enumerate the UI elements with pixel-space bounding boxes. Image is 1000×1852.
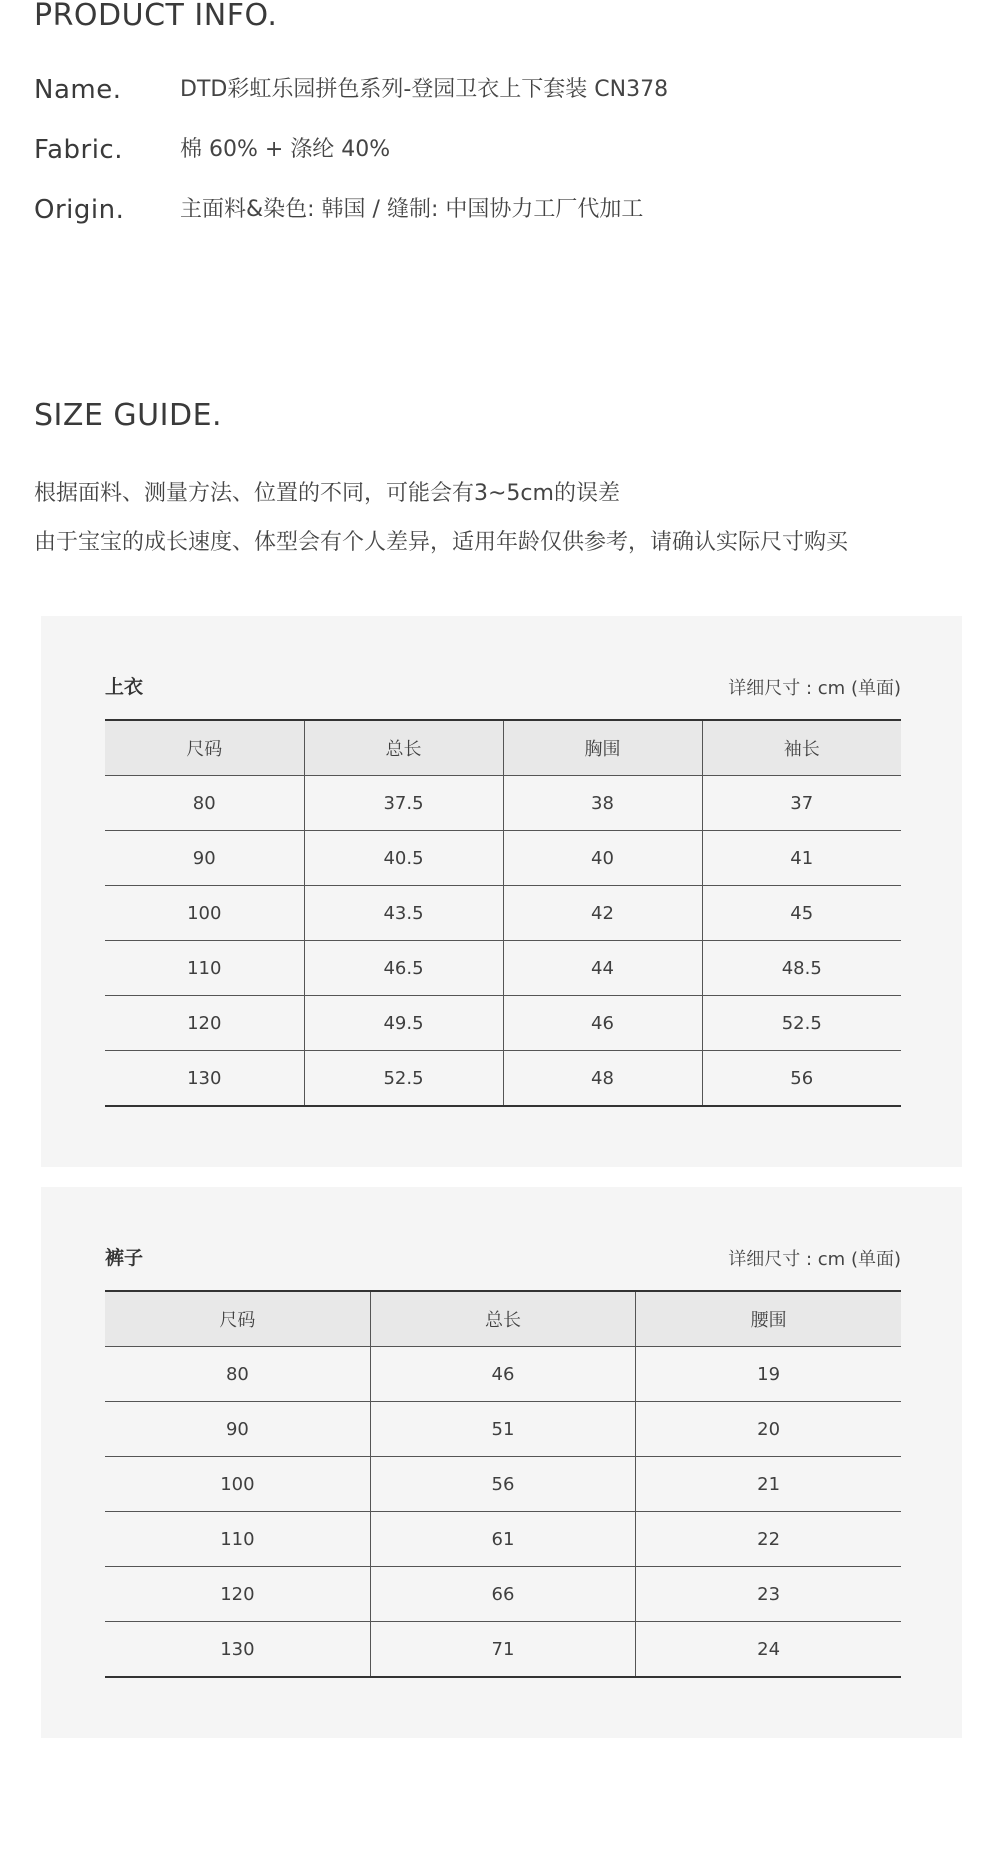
- column-header: 袖长: [702, 720, 901, 776]
- table-cell: 44: [503, 941, 702, 996]
- table-cell: 90: [105, 831, 304, 886]
- table-cell: 90: [105, 1402, 370, 1457]
- table-row: [105, 831, 901, 886]
- size-guide-title: SIZE GUIDE.: [34, 398, 223, 433]
- table-cell: 38: [503, 776, 702, 831]
- table-cell: 130: [105, 1622, 370, 1678]
- table-cell: 52.5: [702, 996, 901, 1051]
- origin-label: Origin.: [34, 195, 125, 225]
- table-row: [105, 1457, 901, 1512]
- table-row: [105, 996, 901, 1051]
- pants-table-unit: 详细尺寸 : cm (单面): [728, 1249, 901, 1270]
- name-label: Name.: [34, 75, 122, 105]
- table-row: [105, 776, 901, 831]
- table-cell: 24: [636, 1622, 901, 1678]
- table-header-row: [105, 720, 901, 776]
- pants-size-panel: [41, 1187, 962, 1738]
- table-row: [105, 886, 901, 941]
- table-cell: 19: [636, 1347, 901, 1402]
- table-cell: 66: [370, 1567, 635, 1622]
- table-cell: 56: [370, 1457, 635, 1512]
- origin-value: 主面料&染色: 韩国 / 缝制: 中国协力工厂代加工: [180, 197, 644, 222]
- table-cell: 43.5: [304, 886, 503, 941]
- table-cell: 49.5: [304, 996, 503, 1051]
- fabric-value: 棉 60% + 涤纶 40%: [180, 137, 391, 162]
- table-row: [105, 1622, 901, 1678]
- table-cell: 130: [105, 1051, 304, 1107]
- info-row-origin: [34, 190, 974, 230]
- table-cell: 40.5: [304, 831, 503, 886]
- table-cell: 23: [636, 1567, 901, 1622]
- column-header: 总长: [370, 1291, 635, 1347]
- size-note-age-reference: 由于宝宝的成长速度、体型会有个人差异，适用年龄仅供参考，请确认实际尺寸购买: [34, 530, 849, 555]
- pants-table-heading: 裤子: [105, 1247, 144, 1269]
- column-header: 尺码: [105, 720, 304, 776]
- table-row: [105, 1567, 901, 1622]
- table-cell: 80: [105, 1347, 370, 1402]
- column-header: 尺码: [105, 1291, 370, 1347]
- table-cell: 46: [370, 1347, 635, 1402]
- table-cell: 120: [105, 1567, 370, 1622]
- table-cell: 46: [503, 996, 702, 1051]
- table-cell: 120: [105, 996, 304, 1051]
- pants-size-table: [105, 1290, 901, 1678]
- table-cell: 61: [370, 1512, 635, 1567]
- fabric-label: Fabric.: [34, 135, 123, 165]
- table-row: [105, 1512, 901, 1567]
- table-cell: 45: [702, 886, 901, 941]
- top-size-table: [105, 719, 901, 1107]
- table-cell: 20: [636, 1402, 901, 1457]
- table-cell: 40: [503, 831, 702, 886]
- column-header: 总长: [304, 720, 503, 776]
- table-cell: 42: [503, 886, 702, 941]
- table-cell: 100: [105, 886, 304, 941]
- table-cell: 46.5: [304, 941, 503, 996]
- table-cell: 22: [636, 1512, 901, 1567]
- table-row: [105, 1051, 901, 1107]
- top-table-unit: 详细尺寸 : cm (单面): [728, 678, 901, 699]
- info-row-fabric: [34, 130, 974, 170]
- table-header-row: [105, 1291, 901, 1347]
- column-header: 腰围: [636, 1291, 901, 1347]
- table-row: [105, 1402, 901, 1457]
- table-cell: 110: [105, 1512, 370, 1567]
- table-cell: 48.5: [702, 941, 901, 996]
- info-row-name: [34, 70, 974, 110]
- table-cell: 56: [702, 1051, 901, 1107]
- table-cell: 21: [636, 1457, 901, 1512]
- product-info-title: PRODUCT INFO.: [34, 0, 278, 33]
- top-table-heading: 上衣: [105, 676, 144, 698]
- table-row: [105, 941, 901, 996]
- table-cell: 52.5: [304, 1051, 503, 1107]
- column-header: 胸围: [503, 720, 702, 776]
- table-cell: 41: [702, 831, 901, 886]
- table-cell: 48: [503, 1051, 702, 1107]
- table-cell: 71: [370, 1622, 635, 1678]
- top-size-panel: [41, 616, 962, 1167]
- table-row: [105, 1347, 901, 1402]
- size-note-tolerance: 根据面料、测量方法、位置的不同，可能会有3~5cm的误差: [34, 481, 620, 506]
- table-cell: 80: [105, 776, 304, 831]
- table-cell: 37: [702, 776, 901, 831]
- name-value: DTD彩虹乐园拼色系列-登园卫衣上下套装 CN378: [180, 77, 669, 102]
- table-cell: 51: [370, 1402, 635, 1457]
- table-cell: 37.5: [304, 776, 503, 831]
- table-cell: 110: [105, 941, 304, 996]
- table-cell: 100: [105, 1457, 370, 1512]
